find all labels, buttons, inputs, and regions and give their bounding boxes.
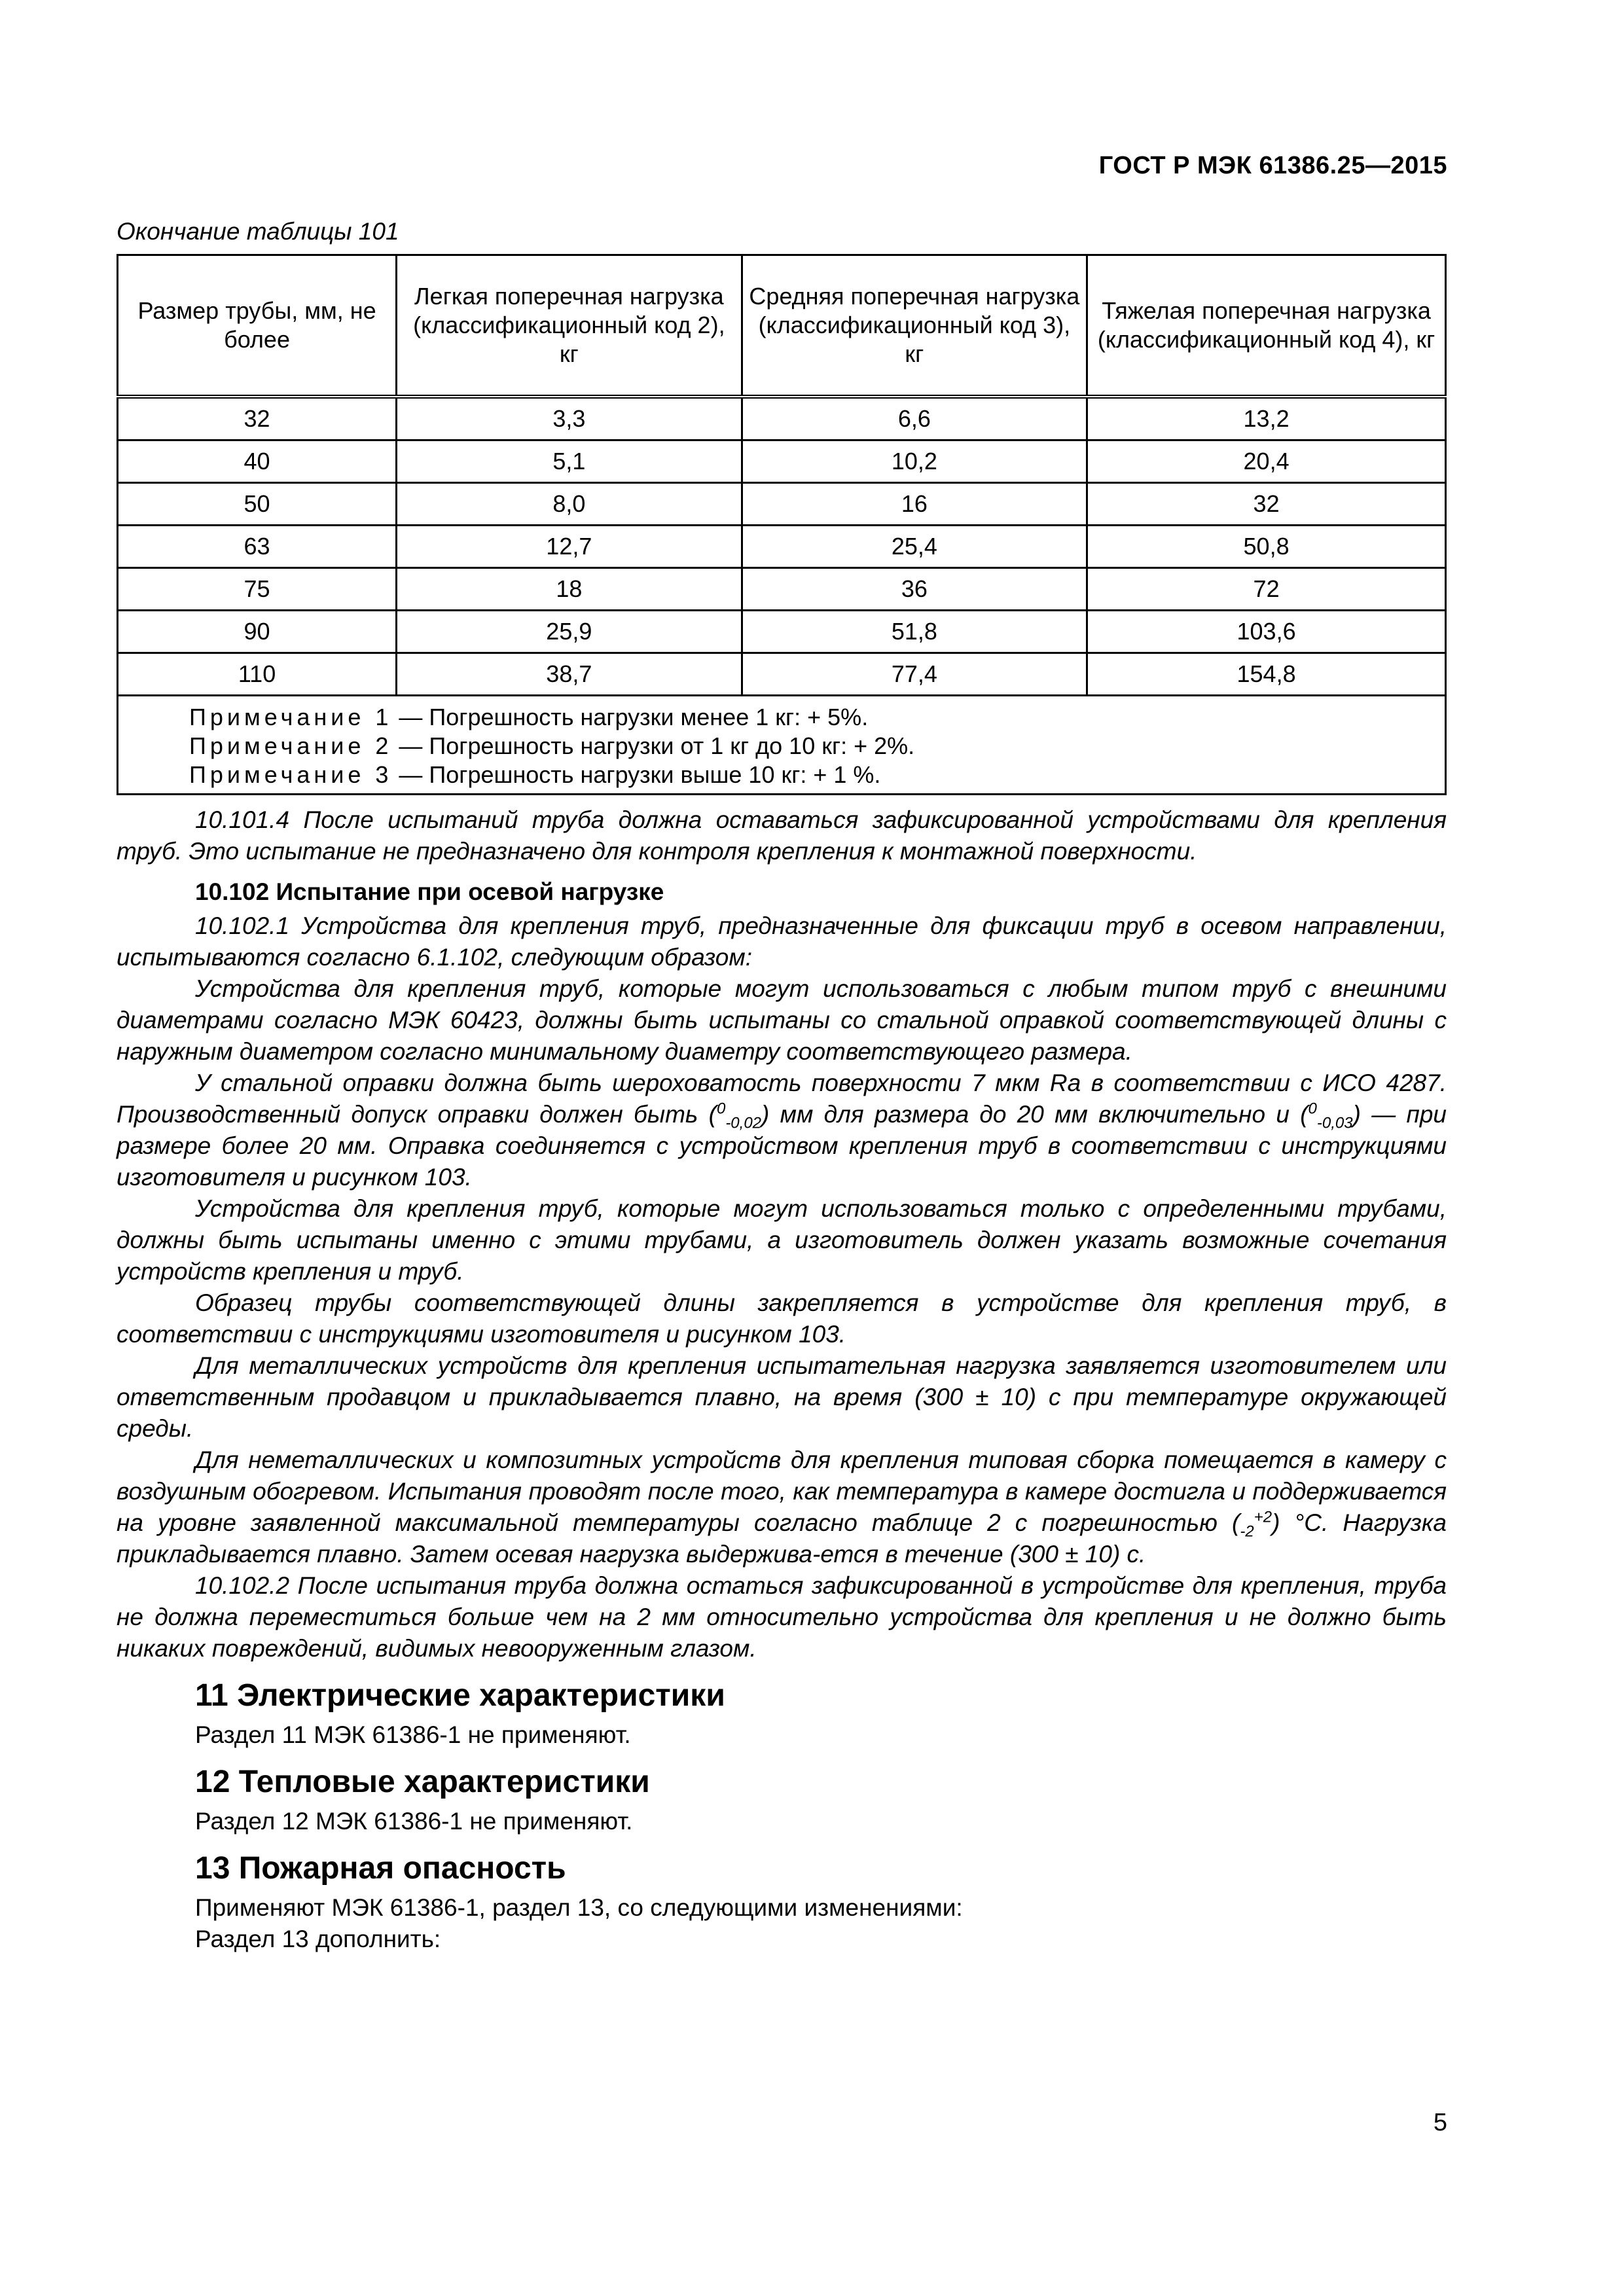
text-segment: ) — при размере более 20 мм. Оправка соединяется с устройством крепления труб в соответствии с инструкциями изготовителя и рисунком 103. (117, 1101, 1447, 1191)
table-cell: 3,3 (397, 397, 742, 440)
page-content (117, 216, 1447, 1955)
col-header-medium-load: Средняя поперечная нагрузка (классификационный код 3), кг (742, 255, 1087, 397)
table-row (118, 568, 1446, 611)
table-cell: 8,0 (397, 483, 742, 526)
table-cell: 12,7 (397, 526, 742, 568)
tolerance-lower: -0,03 (1316, 1114, 1353, 1132)
text-segment: ) °С. Нагрузка прикладывается плавно. Затем осевая нагрузка выдержива-ется в течение (300 ± 10) с. (117, 1509, 1447, 1568)
section-text-12: Раздел 12 МЭК 61386-1 не применяют. (195, 1808, 633, 1835)
text-segment: Для неметаллических и композитных устройств для крепления типовая сборка помещается в камеру с воздушным обогревом. Испытания проводят после того, как температура в камере достигла и поддерживается на уровне заявленной максимальной температуры согласно таблице 2 с погрешностью ( (117, 1446, 1447, 1536)
paragraph-metal-devices: Для металлических устройств для крепления испытательная нагрузка заявляется изготовителем или ответственным продавцом и прикладывается плавно, на время (300 ± 10) с при температуре окружающей среды. (117, 1352, 1447, 1442)
paragraph-10-101-4: 10.101.4 После испытаний труба должна оставаться зафиксированной устройствами для крепления труб. Это испытание не предназначено для контроля крепления к монтажной поверхности. (117, 806, 1447, 865)
table-cell: 63 (118, 526, 397, 568)
section-heading-12: 12 Тепловые характеристики (195, 1765, 650, 1799)
note-text: — Погрешность нагрузки менее 1 кг: + 5%. (392, 704, 869, 730)
note-label: Примечание 3 (189, 761, 393, 788)
section-text-13b: Раздел 13 дополнить: (195, 1926, 441, 1952)
table-cell: 72 (1087, 568, 1446, 611)
table-cell: 50 (118, 483, 397, 526)
table-notes (118, 696, 1446, 795)
document-code: ГОСТ Р МЭК 61386.25—2015 (1098, 152, 1447, 179)
table-cell: 20,4 (1087, 440, 1446, 483)
load-table (117, 254, 1447, 795)
table-cell: 18 (397, 568, 742, 611)
paragraph-mandrel (117, 1067, 1447, 1193)
table-cell: 77,4 (742, 653, 1087, 696)
section-text-13a: Применяют МЭК 61386-1, раздел 13, со следующими изменениями: (195, 1894, 963, 1921)
table-cell: 75 (118, 568, 397, 611)
table-cell: 110 (118, 653, 397, 696)
paragraph-universal-devices: Устройства для крепления труб, которые могут использоваться с любым типом труб с внешними диаметрами согласно МЭК 60423, должны быть испытаны со стальной оправкой соответствующей длины с наружным диаметром согласно минимальному диаметру соответствующего размера. (117, 975, 1447, 1065)
table-cell: 6,6 (742, 397, 1087, 440)
table-cell: 10,2 (742, 440, 1087, 483)
paragraph-10-102-1: 10.102.1 Устройства для крепления труб, предназначенные для фиксации труб в осевом направлении, испытываются согласно 6.1.102, следующим образом: (117, 912, 1447, 971)
table-row (118, 483, 1446, 526)
table-row (118, 397, 1446, 440)
table-notes-row (118, 696, 1446, 795)
paragraph-nonmetal-devices (117, 1444, 1447, 1570)
section-heading-11: 11 Электрические характеристики (195, 1678, 725, 1713)
paragraph-sample: Образец трубы соответствующей длины закрепляется в устройстве для крепления труб, в соответствии с инструкциями изготовителя и рисунком 103. (117, 1289, 1447, 1348)
heading-10-102: 10.102 Испытание при осевой нагрузке (195, 878, 664, 905)
col-header-light-load: Легкая поперечная нагрузка (классификационный код 2), кг (397, 255, 742, 397)
tolerance-lower: -0,02 (725, 1114, 762, 1132)
table-cell: 5,1 (397, 440, 742, 483)
page-number: 5 (1433, 2109, 1447, 2136)
table-cell: 103,6 (1087, 611, 1446, 653)
paragraph-10-102-2: 10.102.2 После испытания труба должна остаться зафиксированной в устройстве для крепления, труба не должна переместиться больше чем на 2 мм относительно устройства для крепления и не должно быть никаких повреждений, видимых невооруженным глазом. (117, 1572, 1447, 1662)
table-cell: 90 (118, 611, 397, 653)
section-heading-13: 13 Пожарная опасность (195, 1851, 566, 1886)
tolerance-upper: +2 (1254, 1508, 1272, 1526)
table-cell: 16 (742, 483, 1087, 526)
table-cell: 25,9 (397, 611, 742, 653)
table-row (118, 611, 1446, 653)
table-caption: Окончание таблицы 101 (117, 218, 399, 245)
table-header-row (118, 255, 1446, 397)
tolerance-lower: -2 (1240, 1522, 1254, 1541)
text-segment: У стальной оправки должна быть шероховатость поверхности 7 мкм Ra в соответствии с ИСО 4287. Производственный допуск оправки должен быть ( (117, 1069, 1447, 1128)
table-cell: 38,7 (397, 653, 742, 696)
table-note (189, 703, 1374, 732)
col-header-heavy-load: Тяжелая поперечная нагрузка (классификационный код 4), кг (1087, 255, 1446, 397)
note-label: Примечание 1 (189, 704, 393, 730)
section-text-11: Раздел 11 МЭК 61386-1 не применяют. (195, 1721, 631, 1748)
tolerance-upper: 0 (1308, 1100, 1317, 1118)
note-text: — Погрешность нагрузки от 1 кг до 10 кг: + 2%. (392, 732, 915, 759)
text-segment: ) мм для размера до 20 мм включительно и ( (761, 1101, 1308, 1128)
table-cell: 25,4 (742, 526, 1087, 568)
note-label: Примечание 2 (189, 732, 393, 759)
table-note (189, 732, 1374, 761)
table-cell: 51,8 (742, 611, 1087, 653)
table-cell: 13,2 (1087, 397, 1446, 440)
note-text: — Погрешность нагрузки выше 10 кг: + 1 %. (392, 761, 881, 788)
table-cell: 32 (118, 397, 397, 440)
table-cell: 154,8 (1087, 653, 1446, 696)
table-note (189, 761, 1374, 789)
table-row (118, 653, 1446, 696)
table-cell: 32 (1087, 483, 1446, 526)
col-header-pipe-size: Размер трубы, мм, не более (118, 255, 397, 397)
table-cell: 50,8 (1087, 526, 1446, 568)
table-row (118, 526, 1446, 568)
table-row (118, 440, 1446, 483)
table-cell: 40 (118, 440, 397, 483)
tolerance-upper: 0 (716, 1100, 726, 1118)
table-cell: 36 (742, 568, 1087, 611)
paragraph-specific-devices: Устройства для крепления труб, которые могут использоваться только с определенными трубами, должны быть испытаны именно с этими трубами, а изготовитель должен указать возможные сочетания устройств крепления и труб. (117, 1195, 1447, 1285)
